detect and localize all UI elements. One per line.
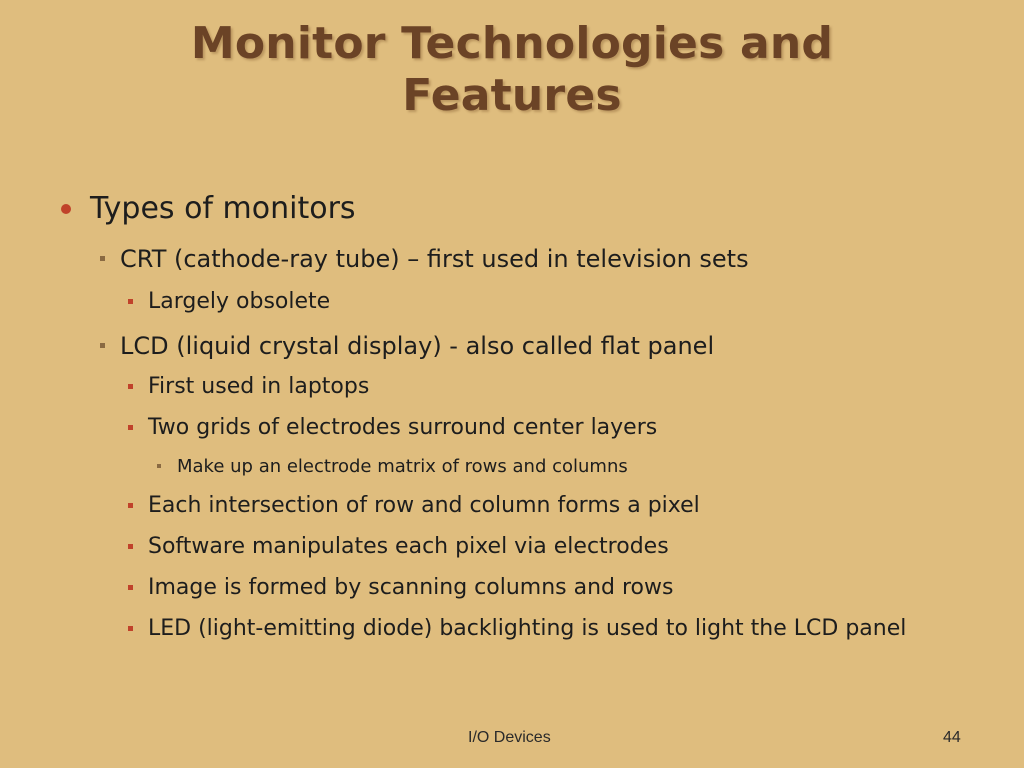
bullet-text: Two grids of electrodes surround center layers [148,415,658,440]
bullet-text: Each intersection of row and column forms a pixel [148,493,700,518]
square-bullet-icon [128,384,133,389]
bullet-text: Image is formed by scanning columns and rows [148,575,674,600]
square-bullet-icon [157,464,161,468]
footer-label: I/O Devices [468,729,551,746]
bullet-level2-item [120,244,749,274]
bullet-text: Largely obsolete [148,289,331,314]
bullet-level3-item [148,373,369,401]
bullet-text: Software manipulates each pixel via electrodes [148,534,669,559]
square-bullet-icon [128,425,133,430]
bullet-level3-item [148,288,330,316]
square-bullet-icon [128,299,133,304]
title-line-1: Monitor Technologies and [190,18,834,69]
bullet-text: Make up an electrode matrix of rows and columns [177,456,628,477]
square-bullet-icon [128,585,133,590]
page-number: 44 [943,729,961,746]
bullet-level4-item [177,455,628,479]
square-bullet-icon [100,256,105,261]
title-line-2: Features [402,70,622,121]
square-bullet-icon [128,503,133,508]
bullet-level3-item [148,533,669,561]
bullet-level3-item [148,414,657,442]
bullet-level1-item [90,191,356,227]
bullet-text: Types of monitors [90,191,356,226]
bullet-text: First used in laptops [148,374,370,399]
bullet-text: LCD (liquid crystal display) - also called flat panel [120,332,715,360]
bullet-text: LED (light-emitting diode) backlighting is used to light the LCD panel [148,616,907,641]
square-bullet-icon [100,343,105,348]
square-bullet-icon [128,544,133,549]
bullet-level3-item [148,492,700,520]
bullet-level2-item [120,331,714,361]
square-bullet-icon [128,626,133,631]
bullet-text: CRT (cathode-ray tube) – first used in television sets [120,245,749,273]
bullet-level3-item [148,574,673,602]
bullet-level3-item [148,615,906,643]
bullet-dot-icon [61,204,71,214]
